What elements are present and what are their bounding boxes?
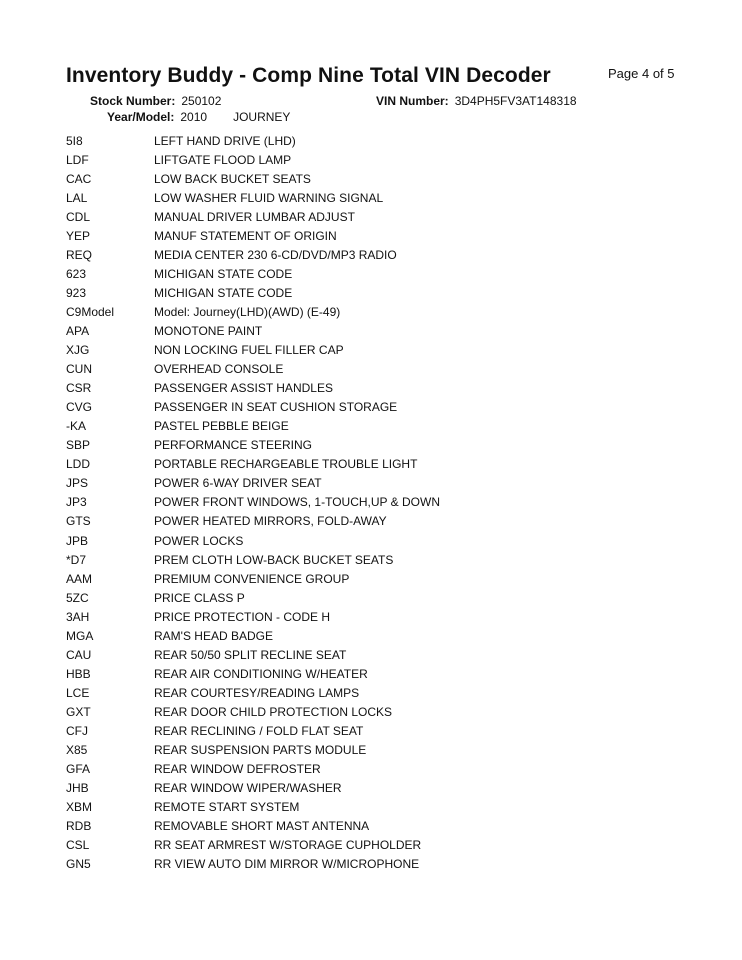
option-code: MGA [66, 628, 94, 643]
option-code: GN5 [66, 857, 91, 872]
option-description: REAR AIR CONDITIONING W/HEATER [154, 666, 368, 681]
option-code: CSR [66, 381, 92, 396]
option-description: REAR DOOR CHILD PROTECTION LOCKS [154, 704, 393, 719]
option-code: CAU [66, 647, 92, 662]
option-row [66, 131, 666, 150]
option-code: LAL [66, 190, 88, 205]
option-code: CSL [66, 838, 90, 853]
option-description: REAR 50/50 SPLIT RECLINE SEAT [154, 647, 347, 662]
option-row [66, 569, 666, 588]
option-row [66, 302, 666, 321]
option-description: RR SEAT ARMREST W/STORAGE CUPHOLDER [154, 838, 422, 853]
option-row [66, 245, 666, 264]
option-code: YEP [66, 228, 91, 243]
option-row [66, 664, 666, 683]
option-description: PASTEL PEBBLE BEIGE [154, 419, 289, 434]
option-description: PORTABLE RECHARGEABLE TROUBLE LIGHT [154, 457, 418, 472]
option-row [66, 836, 666, 855]
option-code: APA [66, 323, 90, 338]
option-row [66, 550, 666, 569]
option-row [66, 645, 666, 664]
option-description: MEDIA CENTER 230 6-CD/DVD/MP3 RADIO [154, 247, 397, 262]
option-row [66, 188, 666, 207]
page-number: Page 4 of 5 [608, 66, 675, 81]
option-code: HBB [66, 666, 91, 681]
option-row [66, 360, 666, 379]
option-code: LDF [66, 152, 89, 167]
option-code: -KA [66, 419, 87, 434]
option-description: REAR WINDOW WIPER/WASHER [154, 781, 342, 796]
option-code: 5I8 [66, 133, 83, 148]
option-description: NON LOCKING FUEL FILLER CAP [154, 343, 344, 358]
option-code: C9Model [66, 304, 115, 319]
stock-number-label: Stock Number: [90, 94, 176, 108]
option-description: MICHIGAN STATE CODE [154, 285, 293, 300]
option-description: REAR RECLINING / FOLD FLAT SEAT [154, 723, 364, 738]
option-description: PRICE PROTECTION - CODE H [154, 609, 331, 624]
option-row [66, 607, 666, 626]
option-description: LOW BACK BUCKET SEATS [154, 171, 311, 186]
option-row [66, 531, 666, 550]
option-description: MANUAL DRIVER LUMBAR ADJUST [154, 209, 355, 224]
option-row [66, 779, 666, 798]
vin-number-label: VIN Number: [376, 94, 449, 108]
option-code: RDB [66, 819, 92, 834]
option-description: PRICE CLASS P [154, 590, 245, 605]
option-code: CVG [66, 400, 93, 415]
option-description: PREM CLOTH LOW-BACK BUCKET SEATS [154, 552, 394, 567]
option-description: MICHIGAN STATE CODE [154, 266, 293, 281]
option-row [66, 226, 666, 245]
option-code: LDD [66, 457, 91, 472]
option-description: MANUF STATEMENT OF ORIGIN [154, 228, 337, 243]
option-row [66, 474, 666, 493]
option-code: X85 [66, 743, 88, 758]
option-code: CUN [66, 362, 92, 377]
option-description: REMOVABLE SHORT MAST ANTENNA [154, 819, 370, 834]
option-row [66, 341, 666, 360]
option-row [66, 855, 666, 874]
option-code: LCE [66, 685, 90, 700]
option-code: AAM [66, 571, 93, 586]
stock-number-value: 250102 [181, 94, 222, 108]
option-row [66, 798, 666, 817]
option-code: *D7 [66, 552, 87, 567]
option-row [66, 283, 666, 302]
option-row [66, 817, 666, 836]
option-code: JHB [66, 781, 89, 796]
report-title: Inventory Buddy - Comp Nine Total VIN Decoder [66, 64, 551, 87]
option-description: RAM'S HEAD BADGE [154, 628, 273, 643]
option-description: PERFORMANCE STEERING [154, 438, 313, 453]
year-value: 2010 [180, 110, 208, 124]
option-row [66, 321, 666, 340]
option-description: POWER LOCKS [154, 533, 244, 548]
option-row [66, 169, 666, 188]
option-description: POWER FRONT WINDOWS, 1-TOUCH,UP & DOWN [154, 495, 441, 510]
option-row [66, 150, 666, 169]
option-row [66, 264, 666, 283]
model-value: JOURNEY [233, 110, 291, 124]
option-description: REAR SUSPENSION PARTS MODULE [154, 743, 367, 758]
option-description: REAR COURTESY/READING LAMPS [154, 685, 360, 700]
option-description: PASSENGER IN SEAT CUSHION STORAGE [154, 400, 398, 415]
option-code: JPB [66, 533, 89, 548]
option-row [66, 398, 666, 417]
option-code: XBM [66, 800, 93, 815]
option-code: JPS [66, 476, 89, 491]
option-description: REAR WINDOW DEFROSTER [154, 762, 321, 777]
option-row [66, 436, 666, 455]
option-description: PREMIUM CONVENIENCE GROUP [154, 571, 350, 586]
option-description: PASSENGER ASSIST HANDLES [154, 381, 333, 396]
option-description: LEFT HAND DRIVE (LHD) [154, 133, 296, 148]
option-description: POWER HEATED MIRRORS, FOLD-AWAY [154, 514, 387, 529]
stock-number-field [90, 94, 221, 108]
option-code: 623 [66, 266, 87, 281]
option-code: JP3 [66, 495, 87, 510]
option-code: XJG [66, 343, 90, 358]
option-row [66, 741, 666, 760]
option-description: Model: Journey(LHD)(AWD) (E-49) [154, 304, 341, 319]
option-description: REMOTE START SYSTEM [154, 800, 300, 815]
option-code: CFJ [66, 723, 88, 738]
option-code: 5ZC [66, 590, 89, 605]
year-model-label: Year/Model: [107, 110, 175, 124]
option-code: CAC [66, 171, 92, 186]
option-row [66, 683, 666, 702]
option-code: REQ [66, 247, 93, 262]
option-row [66, 455, 666, 474]
vin-number-field [376, 94, 577, 108]
option-description: MONOTONE PAINT [154, 323, 263, 338]
option-row [66, 760, 666, 779]
option-row [66, 493, 666, 512]
option-code: 3AH [66, 609, 90, 624]
option-row [66, 702, 666, 721]
option-row [66, 379, 666, 398]
option-description: RR VIEW AUTO DIM MIRROR W/MICROPHONE [154, 857, 420, 872]
option-description: LIFTGATE FLOOD LAMP [154, 152, 292, 167]
option-row [66, 626, 666, 645]
year-model-field [107, 110, 290, 124]
option-code: GTS [66, 514, 91, 529]
option-code: GFA [66, 762, 91, 777]
option-code: 923 [66, 285, 87, 300]
option-code-list [66, 131, 666, 874]
option-row [66, 588, 666, 607]
vin-number-value: 3D4PH5FV3AT148318 [454, 94, 577, 108]
option-row [66, 721, 666, 740]
option-code: CDL [66, 209, 91, 224]
option-row [66, 207, 666, 226]
option-row [66, 512, 666, 531]
option-description: LOW WASHER FLUID WARNING SIGNAL [154, 190, 384, 205]
option-row [66, 417, 666, 436]
option-description: POWER 6-WAY DRIVER SEAT [154, 476, 322, 491]
option-code: GXT [66, 704, 91, 719]
option-code: SBP [66, 438, 91, 453]
option-description: OVERHEAD CONSOLE [154, 362, 284, 377]
